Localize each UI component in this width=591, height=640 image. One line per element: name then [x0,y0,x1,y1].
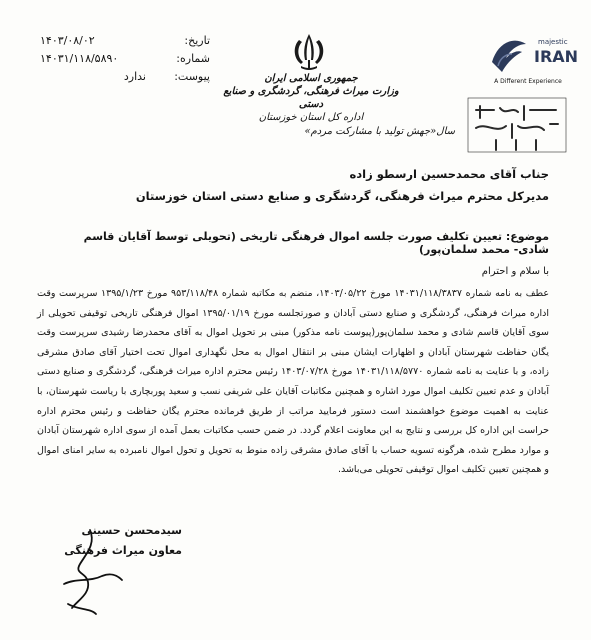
date-row [40,32,210,50]
heritage-calligraphy-logo [466,96,568,154]
addressee-name: جناب آقای محمدحسین ارسطو زاده [349,167,549,181]
attachment-label: پیوست: [174,70,210,83]
attachment-row [40,68,210,86]
header-line-3: اداره کل استان خوزستان [258,112,364,123]
number-value: ۱۴۰۳۱/۱۱۸/۵۸۹۰ [40,52,119,65]
iran-emblem-icon [285,32,333,72]
date-value: ۱۴۰۳/۰۸/۰۲ [40,34,95,47]
year-slogan: سال«جهش تولید با مشارکت مردم» [304,126,455,137]
attachment-value: ندارد [123,70,146,83]
logo-tagline: A Different Experience [494,78,562,85]
addressee-block [49,163,549,207]
signatory-name: سیدمحسن حسینی [81,524,182,537]
number-row [40,50,210,68]
number-label: شماره: [176,52,210,65]
reference-block [40,32,210,86]
date-label: تاریخ: [184,34,210,47]
handwritten-signature [56,524,136,620]
brand-small-text: majestic [538,38,568,46]
ministry-header [222,72,400,124]
majestic-iran-logo [488,32,579,78]
subject-line: موضوع: تعیین تکلیف صورت جلسه اموال فرهنگی تاریخی (تحویلی توسط آقایان قاسم شادی- محمد سلمان‌پور) [83,230,549,256]
greeting: با سلام و احترام [481,266,549,277]
header-line-1: جمهوری اسلامی ایران [264,73,358,84]
brand-big-text: IRAN [534,47,579,66]
addressee-title: مدیرکل محترم میراث فرهنگی، گردشگری و صنایع دستی استان خوزستان [135,189,549,203]
header-line-2: وزارت میراث فرهنگی، گردشگری و صنایع دستی [223,86,399,110]
signatory-title: معاون میراث فرهنگی [64,544,182,557]
body-paragraph: عطف به نامه شماره ۱۴۰۳۱/۱۱۸/۳۸۳۷ مورخ ۱۴۰۳/۰۵/۲۲، منضم به مکاتبه شماره ۹۵۳/۱۱۸/۴۸ مورخ ۱۳۹۵/۱/۲۳ سرپرست وقت اداره میراث فرهنگی، گردشگری و صنایع دستی آبادان و صورتجلسه مورخ ۱۳۹۵/۰۱/۱۹ اموال فرهنگی تاریخی توقیفی تحویلی از سوی آقایان قاسم شادی و محمد سلمان‌پور(پیوست نامه مذکور) مبنی بر تحویل اموال به آقای محمدرضا رشیدی سرپرست وقت یگان حفاظت شهرستان آبادان و اظهارات ایشان مبنی بر انتقال اموال به محل نگهداری اموال تحت اختیار آقای صادق مشرقی زاده، و با عنایت به نامه شماره ۱۴۰۳۱/۱۱۸/۵۷۷۰ مورخ ۱۴۰۳/۰۷/۲۸ رئیس محترم اداره میراث فرهنگی، گردشگری و صنایع دستی آبادان و عدم تعیین تکلیف اموال مورد اشاره و همچنین مکاتبات آقایان علی شریفی نسب و سعید پوربچاری با ریاست شهرستان، با عنایت به اهمیت موضوع خواهشمند است دستور فرمایید مراتب از طریق فرمانده محترم یگان حفاظت و رئیس محترم اداره حراست این اداره کل بررسی و نتایج به این معاونت اعلام گردد. در ضمن حسب مکاتبات بعمل آمده از سوی اداره شهرستان آبادان و موارد مطرح شده، هرگونه تسویه حساب با آقای صادق مشرقی زاده منوط به تحویل و تحول اموال نامبرده به سایر امنای اموال و همچنین تعیین تکلیف اموال توقیفی تحویلی می‌باشد. [37,288,550,476]
